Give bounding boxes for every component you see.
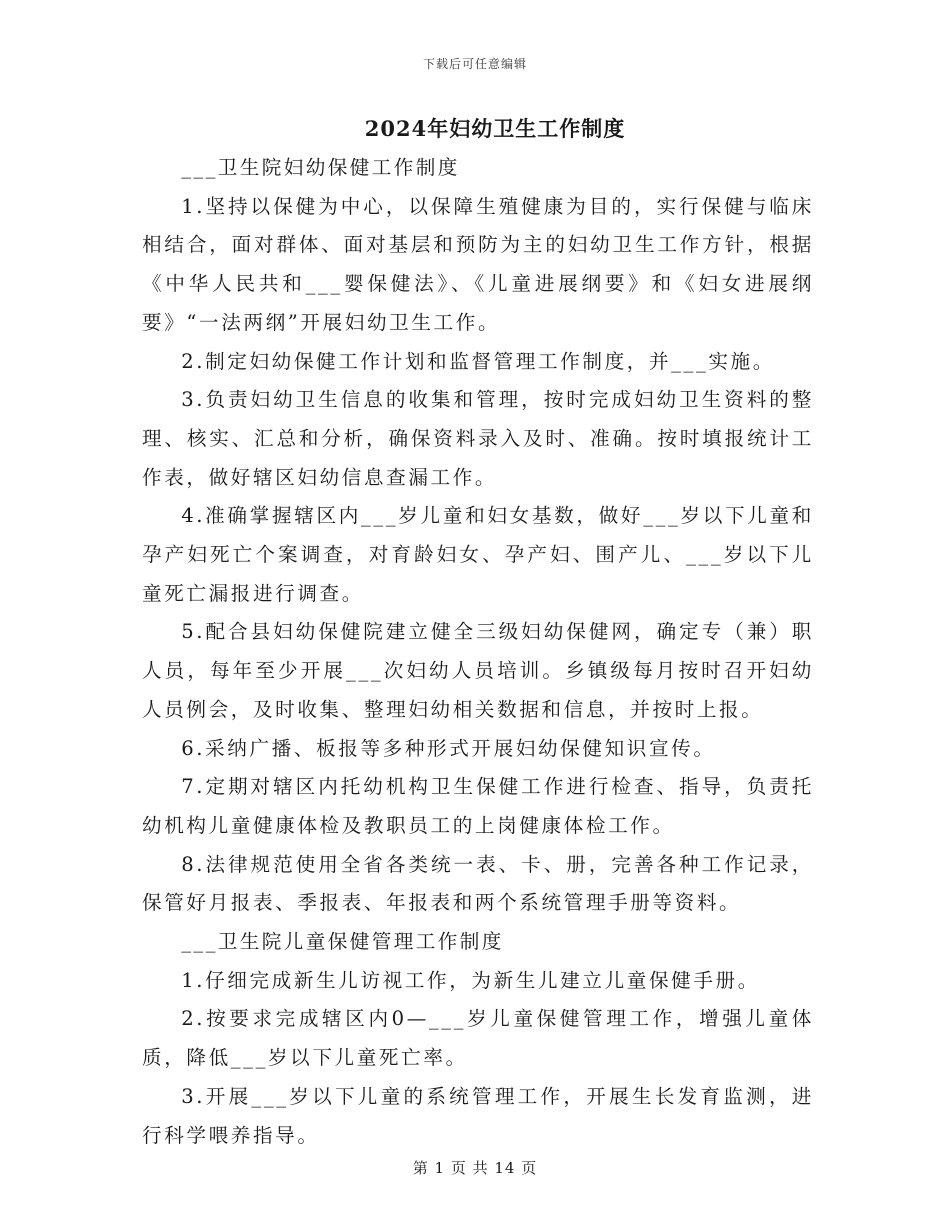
- page-number-footer: 第 1 页 共 14 页: [412, 1159, 538, 1177]
- document-body: [142, 149, 814, 1155]
- header-note: 下载后可任意编辑: [422, 57, 527, 71]
- paragraph: 2.制定妇幼保健工作计划和监督管理工作制度，并___实施。: [181, 349, 775, 373]
- paragraph: 6.采纳广播、板报等多种形式开展妇幼保健知识宣传。: [181, 736, 716, 760]
- paragraph: 7.定期对辖区内托幼机构卫生保健工作进行检查、指导，负责托幼机构儿童健康体检及教职员工的上岗健康体检工作。: [142, 775, 814, 837]
- section-heading: ___卫生院妇幼保健工作制度: [181, 156, 460, 179]
- paragraph: 3.开展___岁以下儿童的系统管理工作，开展生长发育监测，进行科学喂养指导。: [142, 1084, 814, 1147]
- paragraph: 4.准确掌握辖区内___岁儿童和妇女基数，做好___岁以下儿童和孕产妇死亡个案调查，对育龄妇女、孕产妇、围产儿、___岁以下儿童死亡漏报进行调查。: [142, 504, 814, 605]
- paragraph: 3.负责妇幼卫生信息的收集和管理，按时完成妇幼卫生资料的整理、核实、汇总和分析，确保资料录入及时、准确。按时填报统计工作表，做好辖区妇幼信息查漏工作。: [142, 388, 814, 489]
- paragraph: 5.配合县妇幼保健院建立健全三级妇幼保健网，确定专（兼）职人员，每年至少开展___次妇幼人员培训。乡镇级每月按时召开妇幼人员例会，及时收集、整理妇幼相关数据和信息，并按时上报。: [142, 620, 814, 721]
- document-title: 2024年妇幼卫生工作制度: [364, 116, 626, 141]
- paragraph: 8.法律规范使用全省各类统一表、卡、册，完善各种工作记录，保管好月报表、季报表、年报表和两个系统管理手册等资料。: [142, 852, 814, 915]
- paragraph: 1.仔细完成新生儿访视工作，为新生儿建立儿童保健手册。: [181, 968, 760, 992]
- paragraph: 1.坚持以保健为中心，以保障生殖健康为目的，实行保健与临床相结合，面对群体、面对基层和预防为主的妇幼卫生工作方针，根据《中华人民共和___婴保健法》、《儿童进展纲要》和《妇女进展纲要》“一法两纲”开展妇幼卫生工作。: [142, 194, 814, 334]
- section-heading: ___卫生院儿童保健管理工作制度: [181, 930, 504, 954]
- paragraph: 2.按要求完成辖区内0—___岁儿童保健管理工作，增强儿童体质，降低___岁以下儿童死亡率。: [142, 1007, 814, 1070]
